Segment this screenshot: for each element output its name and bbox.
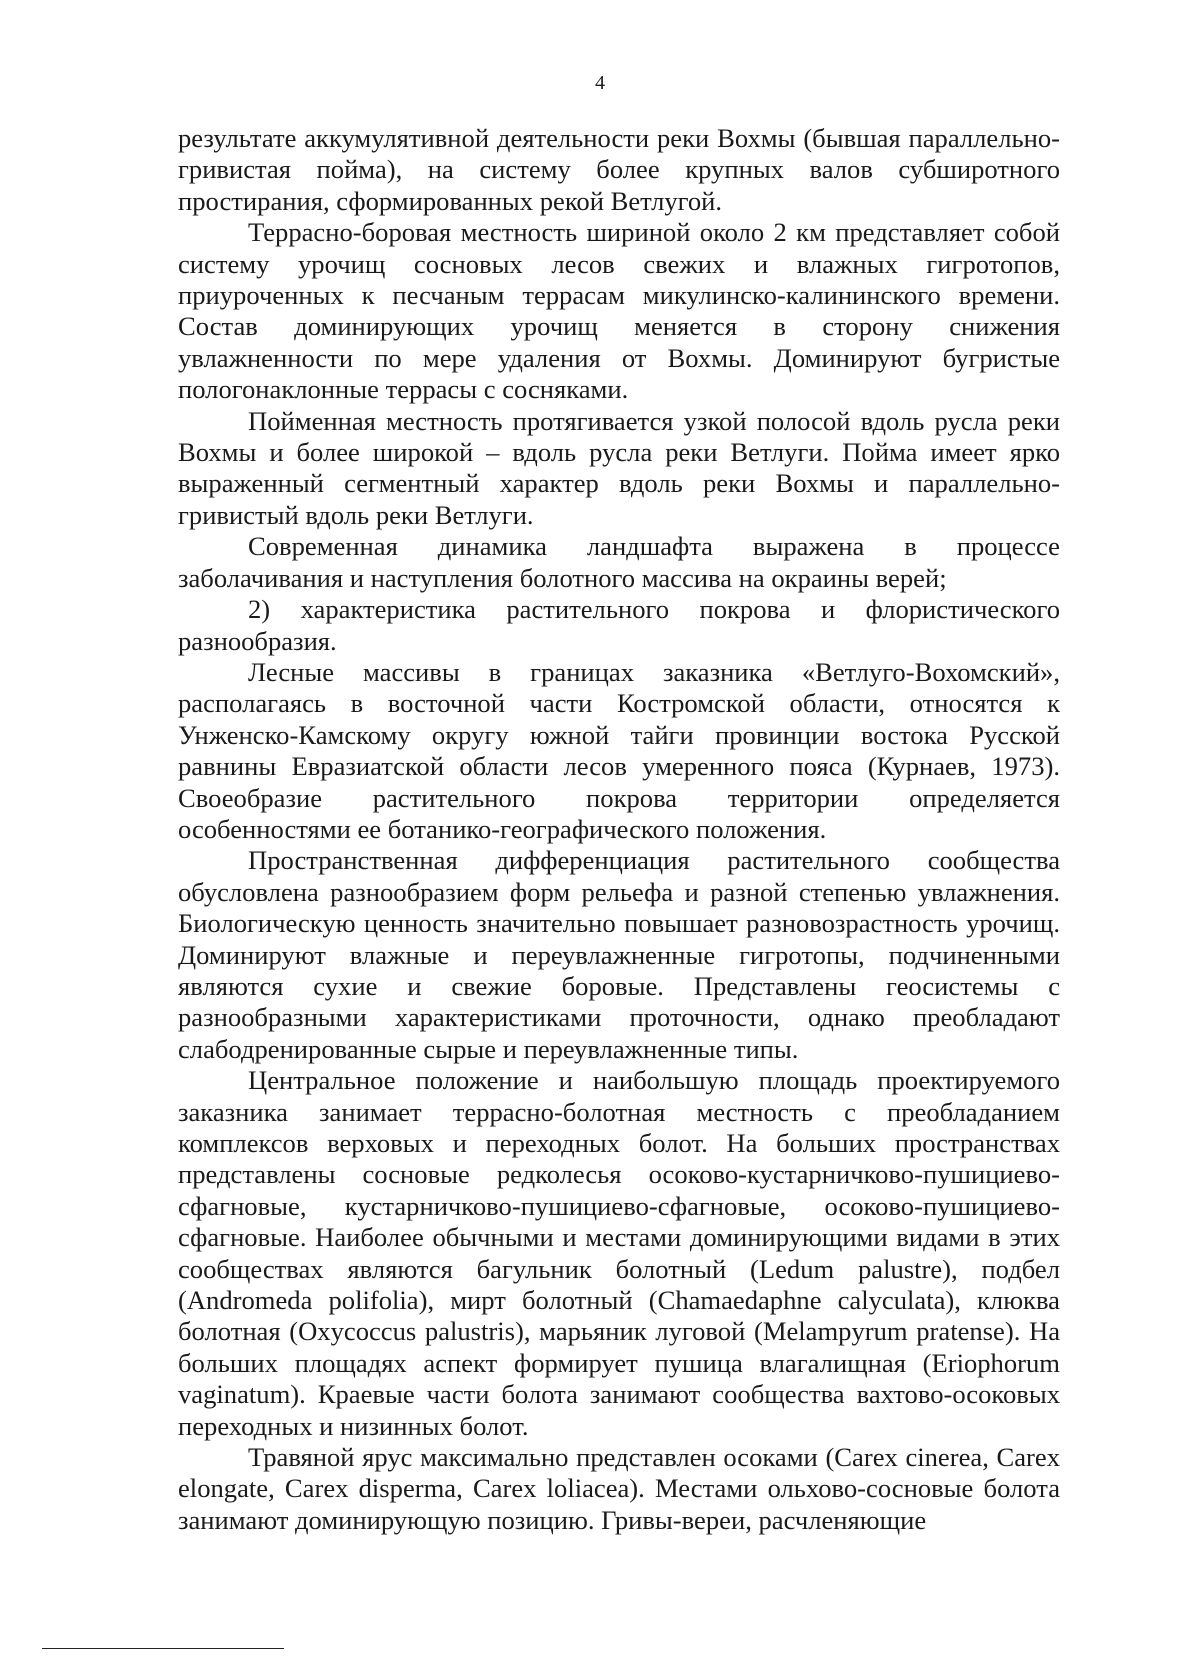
paragraph: Пространственная дифференциация растительного сообщества обусловлена разнообразием форм рельефа и разной степенью увлажнения. Биологическую ценность значительно повышает разновозрастность урочищ. Доминируют влажные и переувлажненные гигротопы, подчиненными являются сухие и свежие боровые. Представлены геосистемы с разнообразными характеристиками проточности, однако преобладают слабодренированные сырые и переувлажненные типы.: [178, 845, 1060, 1064]
paragraph: Современная динамика ландшафта выражена в процессе заболачивания и наступления болотного массива на окраины верей;: [178, 531, 1060, 593]
paragraph: Пойменная местность протягивается узкой полосой вдоль русла реки Вохмы и более широкой – вдоль русла реки Ветлуги. Пойма имеет ярко выраженный сегментный характер вдоль реки Вохмы и параллельно-гривистый вдоль реки Ветлуги.: [178, 405, 1060, 530]
paragraph: Травяной ярус максимально представлен осоками (Carex cinerea, Carex elongate, Carex disperma, Carex loliacea). Местами ольхово-сосновые болота занимают доминирующую позицию. Гривы-вереи, расчленяющие: [178, 1442, 1060, 1535]
footnote-separator: [42, 1648, 284, 1649]
page-number: 4: [595, 72, 605, 94]
paragraph: Террасно-боровая местность шириной около 2 км представляет собой систему урочищ сосновых лесов свежих и влажных гигротопов, приуроченных к песчаным террасам микулинско-калининского времени. Состав доминирующих урочищ меняется в сторону снижения увлажненности по мере удаления от Вохмы. Доминируют бугристые пологонаклонные террасы с сосняками.: [178, 217, 1060, 405]
paragraph: результате аккумулятивной деятельности реки Вохмы (бывшая параллельно-гривистая пойма), на систему более крупных валов субширотного простирания, сформированных рекой Ветлугой.: [178, 123, 1060, 216]
paragraph: Центральное положение и наибольшую площадь проектируемого заказника занимает террасно-болотная местность с преобладанием комплексов верховых и переходных болот. На больших пространствах представлены сосновые редколесья осоково-кустарничково-пушициево-сфагновые, кустарничково-пушициево-сфагновые, осоково-пушициево-сфагновые. Наиболее обычными и местами доминирующими видами в этих сообществах являются багульник болотный (Ledum palustre), подбел (Andromeda polifolia), мирт болотный (Chamaedaphne calyculata), клюква болотная (Oxycoccus palustris), марьяник луговой (Melampyrum pratense). На больших площадях аспект формирует пушица влагалищная (Eriophorum vaginatum). Краевые части болота занимают сообщества вахтово-осоковых переходных и низинных болот.: [178, 1065, 1060, 1441]
paragraph: Лесные массивы в границах заказника «Ветлуго-Вохомский», располагаясь в восточной части Костромской области, относятся к Унженско-Камскому округу южной тайги провинции востока Русской равнины Евразиатской области лесов умеренного пояса (Курнаев, 1973). Своеобразие растительного покрова территории определяется особенностями ее ботанико-географического положения.: [178, 656, 1060, 844]
body-text: [178, 123, 1060, 1536]
paragraph: 2) характеристика растительного покрова и флористического разнообразия.: [178, 594, 1060, 656]
